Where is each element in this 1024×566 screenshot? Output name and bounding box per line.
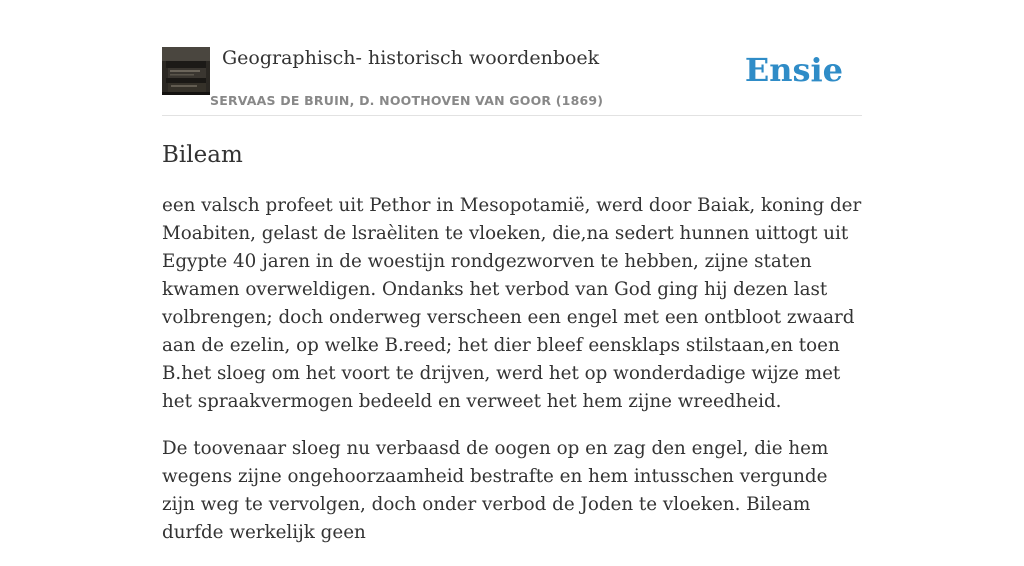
book-title[interactable]: Geographisch- historisch woordenboek xyxy=(222,47,600,69)
entry-body xyxy=(162,192,862,566)
ensie-logo[interactable]: Ensie xyxy=(744,51,843,89)
entry-title: Bileam xyxy=(162,142,243,168)
entry-paragraph: een valsch profeet uit Pethor in Mesopotamië, werd door Baiak, koning der Moabiten, gelast de lsraèliten te vloeken, die,na sedert hunnen uittogt uit Egypte 40 jaren in de woestijn rondgezworven te hebben, zijne staten kwamen overweldigen. Ondanks het verbod van God ging hij dezen last volbrengen; doch onderweg verscheen een engel met een ontbloot zwaard aan de ezelin, op welke B.reed; het dier bleef eensklaps stilstaan,en toen B.het sloeg om het voort te drijven, werd het op wonderdadige wijze met het spraakvermogen bedeeld en verweet het hem zijne wreedheid. xyxy=(162,195,862,412)
page-header xyxy=(162,0,862,116)
book-author-year: SERVAAS DE BRUIN, D. NOOTHOVEN VAN GOOR (1869) xyxy=(210,93,604,108)
page-container xyxy=(162,0,862,543)
entry-paragraph: De toovenaar sloeg nu verbaasd de oogen op en zag den engel, die hem wegens zijne ongehoorzaamheid bestrafte en hem intusschen vergunde zijn weg te vervolgen, doch onder verbod de Joden te vloeken. Bileam durfde werkelijk geen xyxy=(162,438,829,543)
book-cover-icon[interactable] xyxy=(162,47,210,95)
